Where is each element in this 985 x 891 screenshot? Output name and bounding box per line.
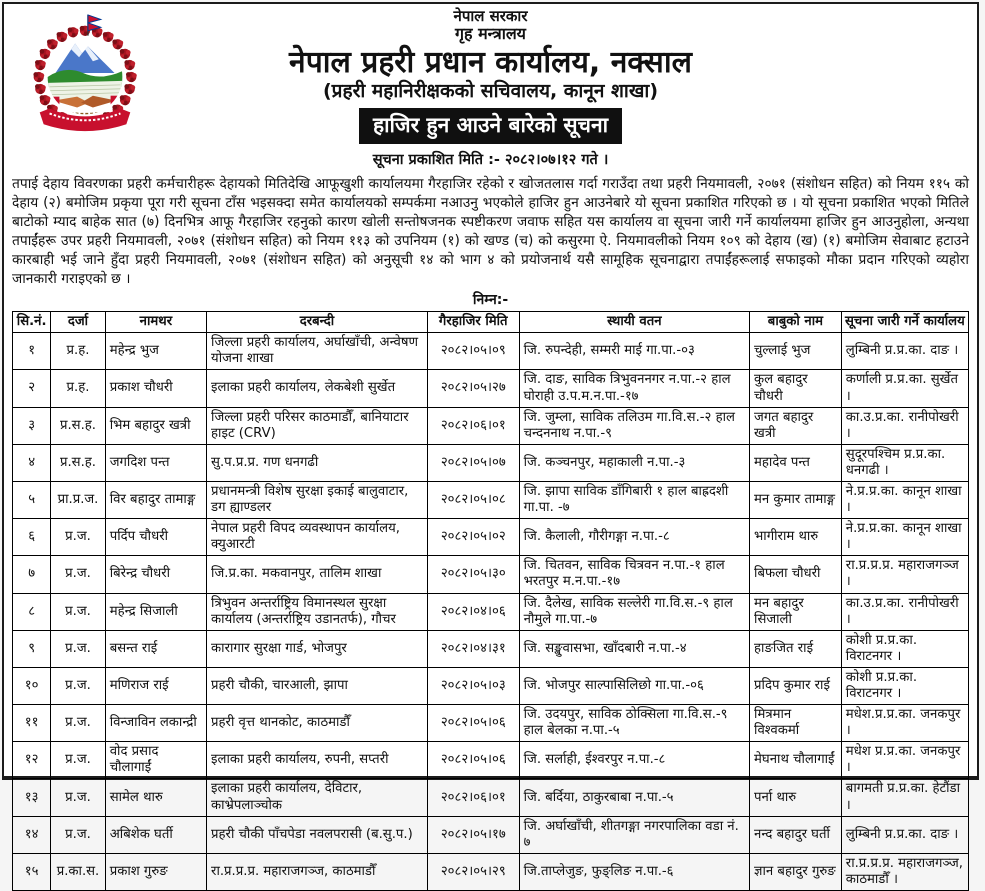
cell-permanent_address: जि. भोजपुर साल्पासिलिछो गा.पा.-०६ bbox=[519, 667, 749, 704]
cell-post: त्रिभुवन अन्तर्राष्ट्रिय विमानस्थल सुरक्षा कार्यालय (अन्तर्राष्ट्रिय उडानतर्फ), गौचर bbox=[207, 593, 428, 630]
cell-post: प्रहरी वृत्त थानकोट, काठमाडौँ bbox=[207, 705, 428, 742]
table-row bbox=[13, 333, 969, 370]
cell-permanent_address: जि.ताप्लेजुङ, फुङ्लिङ न.पा.-६ bbox=[519, 853, 749, 890]
cell-sn: ११ bbox=[13, 705, 51, 742]
column-header-issuing_office: सूचना जारी गर्ने कार्यालय bbox=[841, 312, 968, 333]
cell-name: महेन्द्र भुज bbox=[105, 333, 206, 370]
cell-issuing_office: का.उ.प्र.का. रानीपोखरी । bbox=[841, 593, 968, 630]
cell-father_name: नन्द बहादुर घर्ती bbox=[750, 816, 842, 853]
cell-permanent_address: जि. उदयपुर, साविक ठोक्सिला गा.वि.स.-९ हाल बेलका न.पा.-५ bbox=[519, 705, 749, 742]
cell-sn: ३ bbox=[13, 407, 51, 444]
cell-absent_date: २०८२।०५।२९ bbox=[427, 853, 519, 890]
cell-permanent_address: जि. सङ्खुवासभा, खाँदबारी न.पा.-४ bbox=[519, 630, 749, 667]
cell-rank: प्र.का.स. bbox=[51, 853, 105, 890]
cell-name: विर बहादुर तामाङ्ग bbox=[105, 481, 206, 518]
cell-issuing_office: लुम्बिनी प्र.प्र.का. दाङ । bbox=[841, 333, 968, 370]
cell-rank: प्र.ह. bbox=[51, 333, 105, 370]
cell-father_name: भागीराम थारु bbox=[750, 519, 842, 556]
cell-rank: प्र.ज. bbox=[51, 779, 105, 816]
table-row bbox=[13, 630, 969, 667]
cell-permanent_address: जि. दैलेख, साविक सल्लेरी गा.वि.स.-९ हाल नौमुले गा.पा.-७ bbox=[519, 593, 749, 630]
cell-father_name: महादेव पन्त bbox=[750, 444, 842, 481]
cell-rank: प्र.ज. bbox=[51, 519, 105, 556]
list-intro: निम्न:- bbox=[472, 292, 509, 309]
cell-name: बसन्त राई bbox=[105, 630, 206, 667]
cell-father_name: मित्रमान विश्वकर्मा bbox=[750, 705, 842, 742]
table-row bbox=[13, 779, 969, 816]
cell-sn: १२ bbox=[13, 742, 51, 779]
cell-sn: १३ bbox=[13, 779, 51, 816]
cell-father_name: चुल्लाई भुज bbox=[750, 333, 842, 370]
cell-rank: प्र.ज. bbox=[51, 742, 105, 779]
cell-rank: प्रा.प्र.ज. bbox=[51, 481, 105, 518]
cell-absent_date: २०८२।०४।०६ bbox=[427, 593, 519, 630]
cell-issuing_office: ने.प्र.प्र.का. कानून शाखा । bbox=[841, 481, 968, 518]
cell-permanent_address: जि. सर्लाही, ईश्वरपुर न.पा.-८ bbox=[519, 742, 749, 779]
ministry-name: गृह मन्त्रालय bbox=[455, 24, 526, 44]
cell-name: प्रकाश चौधरी bbox=[105, 370, 206, 407]
cell-issuing_office: रा.प्र.प्र.प्र. महाराजगञ्ज, काठमाडौँ । bbox=[841, 853, 968, 890]
cell-permanent_address: जि. कञ्चनपुर, महाकाली न.पा.-३ bbox=[519, 444, 749, 481]
cell-absent_date: २०८२।०५।१७ bbox=[427, 816, 519, 853]
cell-permanent_address: जि. दाङ, साविक त्रिभुवननगर न.पा.-२ हाल घोराही उ.प.म.न.पा.-१७ bbox=[519, 370, 749, 407]
cell-sn: १० bbox=[13, 667, 51, 704]
cell-absent_date: २०८२।०६।०१ bbox=[427, 779, 519, 816]
cell-issuing_office: मधेश.प्र.प्र.का. जनकपुर । bbox=[841, 705, 968, 742]
cell-post: प्रधानमन्त्री विशेष सुरक्षा इकाई बालुवाटार, डग ह्याण्डलर bbox=[207, 481, 428, 518]
cell-sn: १४ bbox=[13, 816, 51, 853]
table-row bbox=[13, 593, 969, 630]
cell-rank: प्र.ज. bbox=[51, 667, 105, 704]
cell-absent_date: २०८२।०६।०१ bbox=[427, 407, 519, 444]
cell-father_name: मेघनाथ चौलागाईं bbox=[750, 742, 842, 779]
cell-absent_date: २०८२।०५।०८ bbox=[427, 481, 519, 518]
cell-sn: २ bbox=[13, 370, 51, 407]
absentee-personnel-table bbox=[12, 311, 969, 891]
cell-permanent_address: जि. अर्घाखाँची, शीतगङ्गा नगरपालिका वडा नं. ७ bbox=[519, 816, 749, 853]
column-header-name: नामथर bbox=[105, 312, 206, 333]
cell-permanent_address: जि. जुम्ला, साविक तलिउम गा.वि.स.-२ हाल चन्दननाथ न.पा.-९ bbox=[519, 407, 749, 444]
cell-permanent_address: जि. रुपन्देही, सम्मरी माई गा.पा.-०३ bbox=[519, 333, 749, 370]
table-row bbox=[13, 556, 969, 593]
cell-post: जिल्ला प्रहरी कार्यालय, अर्घाखाँची, अन्वेषण योजना शाखा bbox=[207, 333, 428, 370]
office-title: नेपाल प्रहरी प्रधान कार्यालय, नक्साल bbox=[289, 44, 692, 80]
cell-name: बिरेन्द्र चौधरी bbox=[105, 556, 206, 593]
cell-post: प्रहरी चौकी पाँचपेडा नवलपरासी (ब.सु.प.) bbox=[207, 816, 428, 853]
cell-issuing_office: का.उ.प्र.का. रानीपोखरी । bbox=[841, 407, 968, 444]
cell-sn: १५ bbox=[13, 853, 51, 890]
cell-issuing_office: सुदूरपश्चिम प्र.प्र.का. धनगढी । bbox=[841, 444, 968, 481]
cell-issuing_office: कोशी प्र.प्र.का. विराटनगर । bbox=[841, 667, 968, 704]
cell-father_name: बिफला चौधरी bbox=[750, 556, 842, 593]
cell-issuing_office: मधेश प्र.प्र.का. जनकपुर । bbox=[841, 742, 968, 779]
cell-post: जिल्ला प्रहरी परिसर काठमाडौँ, बानियाटार हाइट (CRV) bbox=[207, 407, 428, 444]
cell-absent_date: २०८२।०५।०३ bbox=[427, 667, 519, 704]
column-header-absent_date: गैरहाजिर मिति bbox=[427, 312, 519, 333]
cell-name: भिम बहादुर खत्री bbox=[105, 407, 206, 444]
cell-permanent_address: जि. चितवन, साविक चित्रवन न.पा.-१ हाल भरतपुर म.न.पा.-१७ bbox=[519, 556, 749, 593]
cell-issuing_office: ने.प्र.प्र.का. कानून शाखा । bbox=[841, 519, 968, 556]
cell-rank: प्र.ह. bbox=[51, 370, 105, 407]
cell-post: इलाका प्रहरी कार्यालय, देविटार, काभ्रेपलाञ्चोक bbox=[207, 779, 428, 816]
table-row bbox=[13, 444, 969, 481]
cell-sn: ४ bbox=[13, 444, 51, 481]
cell-permanent_address: जि. झापा साविक डाँगिबारी १ हाल बाह्रदशी गा.पा. -७ bbox=[519, 481, 749, 518]
cell-post: जि.प्र.का. मकवानपुर, तालिम शाखा bbox=[207, 556, 428, 593]
table-row bbox=[13, 853, 969, 890]
table-row bbox=[13, 407, 969, 444]
cell-post: इलाका प्रहरी कार्यालय, रुपनी, सप्तरी bbox=[207, 742, 428, 779]
cell-post: प्रहरी चौकी, चारआली, झापा bbox=[207, 667, 428, 704]
cell-absent_date: २०८२।०५।०६ bbox=[427, 705, 519, 742]
cell-absent_date: २०८२।०५।०६ bbox=[427, 742, 519, 779]
table-header-row bbox=[13, 312, 969, 333]
cell-father_name: प्रदिप कुमार राई bbox=[750, 667, 842, 704]
cell-rank: प्र.ज. bbox=[51, 705, 105, 742]
sub-office-title: (प्रहरी महानिरीक्षकको सचिवालय, कानून शाखा) bbox=[322, 80, 659, 103]
cell-absent_date: २०८२।०५।०९ bbox=[427, 333, 519, 370]
cell-rank: प्र.ज. bbox=[51, 630, 105, 667]
cell-sn: ५ bbox=[13, 481, 51, 518]
cell-issuing_office: लुम्बिनी प्र.प्र.का. दाङ । bbox=[841, 816, 968, 853]
cell-permanent_address: जि. कैलाली, गौरीगङ्गा न.पा.-८ bbox=[519, 519, 749, 556]
cell-issuing_office: कोशी प्र.प्र.का. विराटनगर । bbox=[841, 630, 968, 667]
cell-post: इलाका प्रहरी कार्यालय, लेकबेशी सुर्खेत bbox=[207, 370, 428, 407]
cell-sn: ७ bbox=[13, 556, 51, 593]
cell-name: विन्जाविन लकान्द्री bbox=[105, 705, 206, 742]
cell-sn: ८ bbox=[13, 593, 51, 630]
cell-issuing_office: कर्णाली प्र.प्र.का. सुर्खेत । bbox=[841, 370, 968, 407]
cell-rank: प्र.ज. bbox=[51, 593, 105, 630]
document-page bbox=[2, 2, 979, 887]
cell-permanent_address: जि. बर्दिया, ठाकुरबाबा न.पा.-५ bbox=[519, 779, 749, 816]
table-row bbox=[13, 667, 969, 704]
cell-post: रा.प्र.प्र.प्र. महाराजगञ्ज, काठमाडौँ bbox=[207, 853, 428, 890]
cell-father_name: ज्ञान बहादुर गुरुङ bbox=[750, 853, 842, 890]
cell-sn: १ bbox=[13, 333, 51, 370]
cell-rank: प्र.ज. bbox=[51, 816, 105, 853]
cell-absent_date: २०८२।०५।२७ bbox=[427, 370, 519, 407]
cell-sn: ६ bbox=[13, 519, 51, 556]
cell-father_name: हाङजित राई bbox=[750, 630, 842, 667]
document-header bbox=[12, 8, 969, 169]
cell-name: महेन्द्र सिजाली bbox=[105, 593, 206, 630]
cell-father_name: जगत बहादुर खत्री bbox=[750, 407, 842, 444]
cell-absent_date: २०८२।०५।०७ bbox=[427, 444, 519, 481]
cell-father_name: कुल बहादुर चौधरी bbox=[750, 370, 842, 407]
cell-father_name: मन कुमार तामाङ्ग bbox=[750, 481, 842, 518]
cell-issuing_office: रा.प्र.प्र.प्र. महाराजगञ्ज । bbox=[841, 556, 968, 593]
cell-father_name: मन बहादुर सिजाली bbox=[750, 593, 842, 630]
cell-absent_date: २०८२।०५।०२ bbox=[427, 519, 519, 556]
cell-name: मणिराज राई bbox=[105, 667, 206, 704]
cell-name: प्रकाश गुरुङ bbox=[105, 853, 206, 890]
cell-sn: ९ bbox=[13, 630, 51, 667]
cell-name: सामेल थारु bbox=[105, 779, 206, 816]
column-header-post: दरबन्दी bbox=[207, 312, 428, 333]
column-header-rank: दर्जा bbox=[51, 312, 105, 333]
table-row bbox=[13, 705, 969, 742]
cell-rank: प्र.स.ह. bbox=[51, 407, 105, 444]
cell-absent_date: २०८२।०४।३१ bbox=[427, 630, 519, 667]
column-header-sn: सि.नं. bbox=[13, 312, 51, 333]
cell-post: नेपाल प्रहरी विपद व्यवस्थापन कार्यालय, क्युआरटी bbox=[207, 519, 428, 556]
column-header-permanent_address: स्थायी वतन bbox=[519, 312, 749, 333]
notice-body-paragraph: तपाई देहाय विवरणका प्रहरी कर्मचारीहरू देहायको मितिदेखि आफूखुशी कार्यालयमा गैरहाजिर रहेको र खोजतलास गर्दा गराउँदा तथा प्रहरी नियमावली, २०७१ (संशोधन सहित) को नियम ११५ को देहाय (२) बमोजिम प्रकृया पूरा गरी सूचना टाँस भइसक्दा समेत कार्यालयको सम्पर्कमा नआउनु भएकोले हाजिर हुन आउनेबारे यो सूचना प्रकाशित गरिएको छ । यो सूचना प्रकाशित भएको मितिले बाटोको म्याद बाहेक सात (७) दिनभित्र आफू गैरहाजिर रहनुको कारण खोली सन्तोषजनक स्पष्टीकरण जवाफ सहित यस कार्यालय वा सूचना जारी गर्ने कार्यालयमा हाजिर हुन आउनुहोला, अन्यथा तपाईंहरू उपर प्रहरी नियमावली, २०७१ (संशोधन सहित) को नियम ११३ को उपनियम (१) को खण्ड (च) को कसुरमा ऐ. नियमावलीको नियम १०९ को देहाय (ख) (१) बमोजिम सेवाबाट हटाउने कारबाही भई जाने हुँदा प्रहरी नियमावली, २०७१ (संशोधन सहित) को अनुसूची १४ को भाग ४ को प्रयोजनार्थ यसै सामूहिक सूचनाद्वारा तपाईंहरूलाई सफाइको मौका प्रदान गरिएको व्यहोरा जानकारी गराइएको छ । bbox=[12, 175, 969, 288]
published-date: सूचना प्रकाशित मिति :- २०८२।०७।१२ गते । bbox=[372, 151, 609, 168]
cell-rank: प्र.स.ह. bbox=[51, 444, 105, 481]
table-row bbox=[13, 370, 969, 407]
cell-issuing_office: बागमती प्र.प्र.का. हेटौंडा । bbox=[841, 779, 968, 816]
table-row bbox=[13, 742, 969, 779]
cell-post: सु.प.प्र.प्र. गण धनगढी bbox=[207, 444, 428, 481]
nepal-government-emblem-icon bbox=[24, 12, 146, 140]
cell-rank: प्र.ज. bbox=[51, 556, 105, 593]
cell-father_name: पर्ना थारु bbox=[750, 779, 842, 816]
column-header-father_name: बाबुको नाम bbox=[750, 312, 842, 333]
cell-name: पर्दिप चौधरी bbox=[105, 519, 206, 556]
table-row bbox=[13, 519, 969, 556]
table-row bbox=[13, 816, 969, 853]
government-name: नेपाल सरकार bbox=[453, 7, 528, 25]
table-row bbox=[13, 481, 969, 518]
cell-name: जगदिश पन्त bbox=[105, 444, 206, 481]
cell-absent_date: २०८२।०५।३० bbox=[427, 556, 519, 593]
notice-title: हाजिर हुन आउने बारेको सूचना bbox=[359, 108, 622, 144]
cell-post: कारागार सुरक्षा गार्ड, भोजपुर bbox=[207, 630, 428, 667]
cell-name: अबिशेक घर्ती bbox=[105, 816, 206, 853]
cell-name: वोद प्रसाद चौलागाईं bbox=[105, 742, 206, 779]
